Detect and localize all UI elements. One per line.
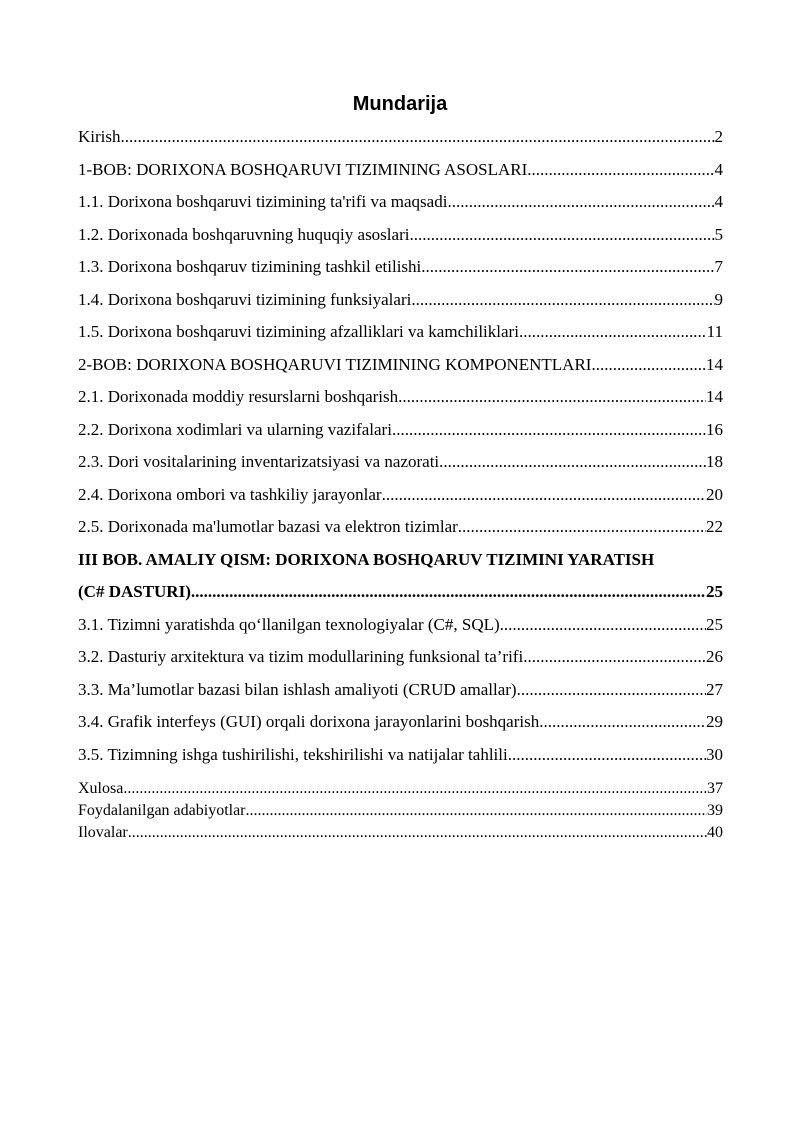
toc-entry-label: 1.4. Dorixona boshqaruvi tizimining funksiyalari — [78, 289, 412, 309]
toc-entry[interactable] — [78, 800, 723, 822]
toc-leader-dots — [246, 800, 707, 822]
toc-leader-dots — [539, 709, 706, 735]
toc-entry[interactable] — [78, 778, 723, 800]
toc-entry-page: 14 — [706, 354, 723, 374]
toc-entry[interactable] — [78, 482, 723, 515]
toc-leader-dots — [439, 449, 706, 475]
toc-entry-page: 22 — [706, 517, 723, 536]
toc-leader-dots — [519, 319, 707, 345]
toc-entry-page: 4 — [714, 192, 723, 211]
toc-entry[interactable] — [78, 742, 723, 775]
toc-entry[interactable] — [78, 822, 723, 844]
toc-entry-page: 27 — [706, 679, 723, 699]
toc-entry-label: Xulosa — [78, 780, 124, 797]
toc-entry[interactable] — [78, 287, 723, 320]
toc-entry-page: 4 — [714, 159, 723, 179]
toc-entry-label: 2.2. Dorixona xodimlari va ularning vazifalari — [78, 419, 392, 439]
toc-entry-label: 1-BOB: DORIXONA BOSHQARUVI TIZIMINING ASOSLARI — [78, 159, 528, 179]
toc-leader-dots — [500, 612, 706, 638]
toc-entry[interactable] — [78, 319, 723, 352]
toc-entry[interactable] — [78, 709, 723, 742]
toc-leader-dots — [411, 287, 714, 313]
toc-entry[interactable] — [78, 352, 723, 385]
toc-entry[interactable] — [78, 189, 723, 222]
toc-entry-page: 25 — [706, 614, 723, 634]
toc-entry-label: 3.1. Tizimni yaratishda qo‘llanilgan texnologiyalar (C#, SQL) — [78, 614, 500, 634]
toc-entry-page: 29 — [706, 712, 723, 731]
toc-entry-label: 3.2. Dasturiy arxitektura va tizim modullarining funksional ta’rifi — [78, 647, 524, 666]
toc-leader-dots — [523, 644, 706, 670]
toc-entry-label: 1.3. Dorixona boshqaruv tizimining tashkil etilishi — [78, 257, 422, 276]
toc-entry-page: 11 — [706, 322, 723, 341]
toc-leader-dots — [527, 157, 714, 183]
toc-entry[interactable] — [78, 384, 723, 417]
toc-entry-page: 7 — [714, 257, 723, 276]
toc-entry-label: Kirish — [78, 127, 121, 146]
toc-entry[interactable] — [78, 449, 723, 482]
toc-entry[interactable] — [78, 612, 723, 645]
closing-entries — [78, 778, 723, 844]
toc-entry[interactable] — [78, 254, 723, 287]
toc-entry-page: 37 — [707, 780, 723, 797]
toc-leader-dots — [458, 514, 706, 540]
toc-leader-dots — [409, 222, 714, 248]
toc-entry-label: (C# DASTURI) — [78, 582, 191, 601]
toc-entry[interactable] — [78, 124, 723, 157]
toc-leader-dots — [121, 124, 715, 150]
toc-leader-dots — [123, 778, 707, 800]
toc-leader-dots — [591, 352, 706, 378]
toc-entry-page: 18 — [706, 452, 723, 471]
toc-entry-label: 1.1. Dorixona boshqaruvi tizimining ta'rifi va maqsadi — [78, 192, 448, 211]
toc-entry-page: 14 — [706, 387, 723, 406]
toc-entry[interactable] — [78, 644, 723, 677]
toc-entry-page: 30 — [706, 744, 723, 764]
toc-entry-label: 2.3. Dori vositalarining inventarizatsiyasi va nazorati — [78, 452, 440, 471]
toc-entry-page: 39 — [707, 802, 723, 819]
toc-leader-dots — [382, 482, 706, 508]
toc-entry-page: 16 — [706, 419, 723, 439]
page-title: Mundarija — [352, 93, 448, 115]
toc-entry-label: 3.3. Ma’lumotlar bazasi bilan ishlash amaliyoti (CRUD amallar) — [78, 679, 517, 699]
toc-entry-page: 9 — [714, 289, 723, 309]
toc-entry[interactable] — [78, 222, 723, 255]
toc-entry-page: 2 — [714, 127, 723, 146]
toc-entry-page: 20 — [706, 484, 723, 504]
toc-leader-dots — [517, 677, 706, 703]
toc-leader-dots — [508, 742, 706, 768]
toc-entry-label: 2.1. Dorixonada moddiy resurslarni boshqarish — [78, 387, 399, 406]
toc-entry-page: 40 — [707, 824, 723, 841]
toc-entry-label: 1.5. Dorixona boshqaruvi tizimining afzalliklari va kamchiliklari — [78, 322, 519, 341]
toc-entry[interactable] — [78, 514, 723, 547]
chapter-3-heading-line2[interactable] — [78, 579, 723, 612]
toc-leader-dots — [128, 822, 707, 844]
toc-entry-label: 3.4. Grafik interfeys (GUI) orqali dorixona jarayonlarini boshqarish — [78, 712, 540, 731]
toc-leader-dots — [191, 579, 706, 605]
toc-entry-label: 2.4. Dorixona ombori va tashkiliy jarayonlar — [78, 484, 382, 504]
toc-entry-page: 26 — [706, 647, 723, 666]
toc-leader-dots — [398, 384, 706, 410]
toc-entry-label: 2.5. Dorixonada ma'lumotlar bazasi va elektron tizimlar — [78, 517, 458, 536]
toc-leader-dots — [421, 254, 714, 280]
toc-entry-label: 2-BOB: DORIXONA BOSHQARUVI TIZIMINING KOMPONENTLARI — [78, 354, 592, 374]
toc-entry-page: 25 — [706, 582, 723, 601]
toc-entry-page: 5 — [714, 224, 723, 244]
toc-entry-label: 1.2. Dorixonada boshqaruvning huquqiy asoslari — [78, 224, 410, 244]
toc-leader-dots — [447, 189, 714, 215]
table-of-contents — [78, 124, 723, 844]
toc-entry-label: 3.5. Tizimning ishga tushirilishi, tekshirilishi va natijalar tahlili — [78, 744, 508, 764]
toc-leader-dots — [392, 417, 706, 443]
toc-entry[interactable] — [78, 677, 723, 710]
chapter-3-heading-line1[interactable]: III BOB. AMALIY QISM: DORIXONA BOSHQARUV TIZIMINI YARATISH — [78, 549, 655, 569]
toc-entry[interactable] — [78, 157, 723, 190]
toc-entry[interactable] — [78, 417, 723, 450]
toc-entry-label: Ilovalar — [78, 824, 128, 841]
toc-entry-label: Foydalanilgan adabiyotlar — [78, 802, 246, 819]
